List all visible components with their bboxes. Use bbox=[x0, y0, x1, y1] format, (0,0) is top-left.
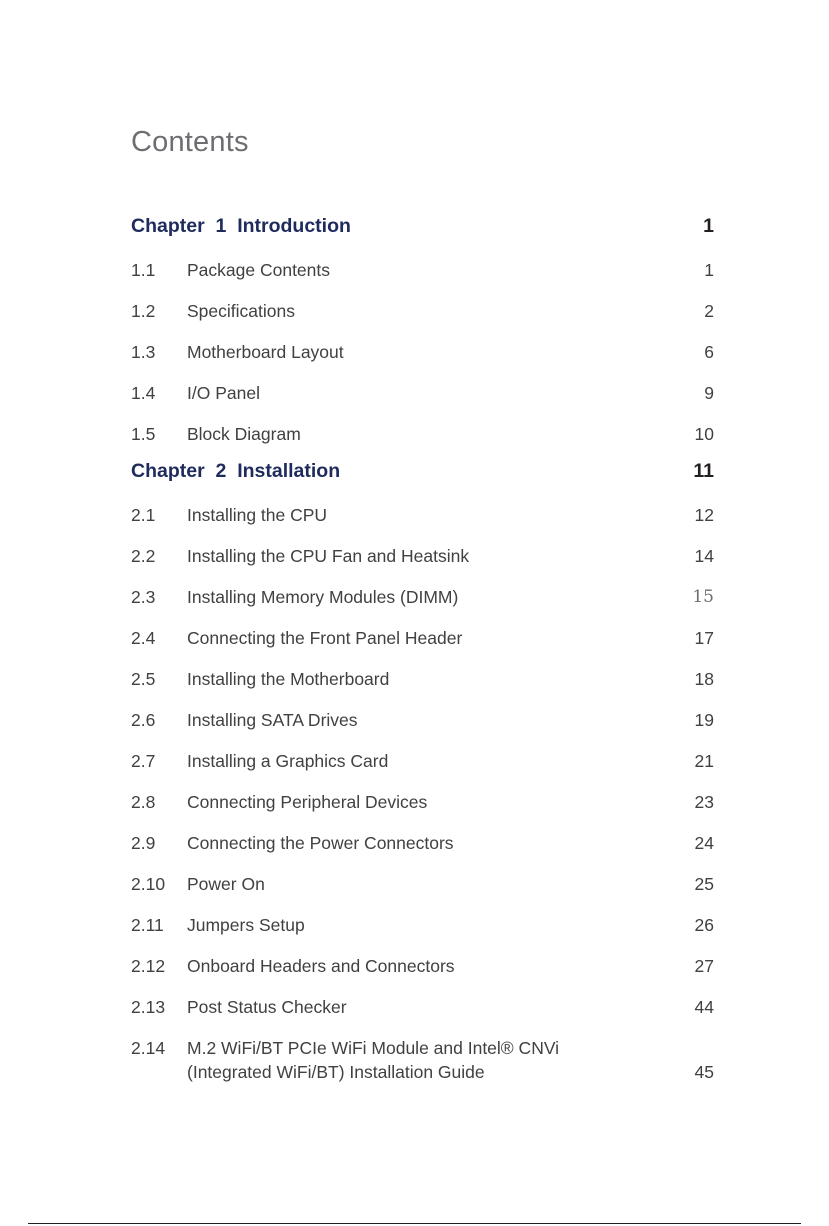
chapter-page-number: 1 bbox=[703, 215, 714, 237]
section-title: Connecting Peripheral Devices bbox=[187, 792, 428, 812]
section-page-number: 9 bbox=[704, 383, 714, 403]
toc-entry[interactable] bbox=[131, 503, 714, 527]
section-title: Installing the CPU bbox=[187, 505, 328, 525]
section-number: 2.4 bbox=[131, 628, 156, 648]
toc-entry[interactable] bbox=[131, 831, 714, 855]
section-number: 1.5 bbox=[131, 424, 156, 444]
section-number: 2.3 bbox=[131, 587, 156, 607]
toc-entry[interactable] bbox=[131, 422, 714, 446]
section-number: 2.11 bbox=[131, 915, 164, 935]
section-page-number: 44 bbox=[694, 997, 714, 1017]
toc-entry[interactable] bbox=[131, 544, 714, 568]
section-page-number: 24 bbox=[694, 833, 714, 853]
section-page-number: 12 bbox=[694, 505, 714, 525]
section-title: Installing the CPU Fan and Heatsink bbox=[187, 546, 470, 566]
section-number: 2.8 bbox=[131, 792, 156, 812]
section-number: 2.13 bbox=[131, 997, 166, 1017]
chapter-title: Chapter 1 Introduction bbox=[131, 215, 351, 237]
section-title: Onboard Headers and Connectors bbox=[187, 956, 455, 976]
section-title: M.2 WiFi/BT PCIe WiFi Module and Intel® CNVi (Integrated WiFi/BT) Installation Guide bbox=[187, 1038, 560, 1082]
section-title: Installing SATA Drives bbox=[187, 710, 358, 730]
section-number: 2.9 bbox=[131, 833, 156, 853]
section-page-number: 10 bbox=[694, 424, 714, 444]
section-title: Installing Memory Modules (DIMM) bbox=[187, 587, 459, 607]
section-number: 2.10 bbox=[131, 874, 166, 894]
section-page-number: 14 bbox=[694, 546, 714, 566]
section-page-number: 18 bbox=[694, 669, 714, 689]
section-title: Connecting the Power Connectors bbox=[187, 833, 454, 853]
toc-entry[interactable] bbox=[131, 913, 714, 937]
section-number: 2.14 bbox=[131, 1038, 166, 1058]
section-page-number: 26 bbox=[694, 915, 714, 935]
section-title: Connecting the Front Panel Header bbox=[187, 628, 463, 648]
section-number: 1.2 bbox=[131, 301, 156, 321]
section-page-number: 45 bbox=[694, 1062, 714, 1082]
toc-entry[interactable] bbox=[131, 340, 714, 364]
section-page-number: 2 bbox=[704, 301, 714, 321]
section-number: 2.5 bbox=[131, 669, 156, 689]
section-page-number: 25 bbox=[694, 874, 714, 894]
section-number: 2.7 bbox=[131, 751, 156, 771]
section-title: Installing the Motherboard bbox=[187, 669, 390, 689]
table-of-contents bbox=[131, 208, 714, 1084]
section-page-number: 21 bbox=[694, 751, 714, 771]
toc-entry[interactable] bbox=[131, 790, 714, 814]
section-title: Block Diagram bbox=[187, 424, 301, 444]
toc-entry[interactable] bbox=[131, 258, 714, 282]
page-bottom-rule bbox=[28, 1223, 801, 1224]
toc-entry[interactable] bbox=[131, 954, 714, 978]
page-title: Contents bbox=[131, 126, 249, 158]
section-number: 2.2 bbox=[131, 546, 156, 566]
section-number: 1.4 bbox=[131, 383, 156, 403]
toc-entry[interactable] bbox=[131, 1036, 714, 1084]
section-title: I/O Panel bbox=[187, 383, 260, 403]
chapter-2-heading[interactable] bbox=[131, 453, 714, 490]
toc-entry[interactable] bbox=[131, 585, 714, 609]
section-number: 1.1 bbox=[131, 260, 156, 280]
section-title: Power On bbox=[187, 874, 265, 894]
section-title: Post Status Checker bbox=[187, 997, 347, 1017]
section-page-number: 6 bbox=[704, 342, 714, 362]
toc-entry[interactable] bbox=[131, 872, 714, 896]
chapter-title: Chapter 2 Installation bbox=[131, 460, 341, 482]
section-title: Specifications bbox=[187, 301, 295, 321]
toc-entry[interactable] bbox=[131, 749, 714, 773]
section-title: Installing a Graphics Card bbox=[187, 751, 389, 771]
toc-entry[interactable] bbox=[131, 299, 714, 323]
section-number: 2.6 bbox=[131, 710, 156, 730]
section-title: Package Contents bbox=[187, 260, 331, 280]
section-page-number: 23 bbox=[694, 792, 714, 812]
section-page-number: 27 bbox=[694, 956, 714, 976]
chapter-page-number: 11 bbox=[693, 460, 714, 482]
section-number: 2.12 bbox=[131, 956, 166, 976]
chapter-1-heading[interactable] bbox=[131, 208, 714, 245]
toc-entry[interactable] bbox=[131, 667, 714, 691]
section-page-number: 15 bbox=[692, 587, 714, 607]
section-number: 1.3 bbox=[131, 342, 156, 362]
toc-entry[interactable] bbox=[131, 708, 714, 732]
toc-entry[interactable] bbox=[131, 626, 714, 650]
section-page-number: 1 bbox=[704, 260, 714, 280]
section-title: Motherboard Layout bbox=[187, 342, 344, 362]
section-number: 2.1 bbox=[131, 505, 156, 525]
toc-entry[interactable] bbox=[131, 381, 714, 405]
section-page-number: 17 bbox=[694, 628, 714, 648]
section-page-number: 19 bbox=[694, 710, 714, 730]
toc-entry[interactable] bbox=[131, 995, 714, 1019]
section-title: Jumpers Setup bbox=[187, 915, 305, 935]
